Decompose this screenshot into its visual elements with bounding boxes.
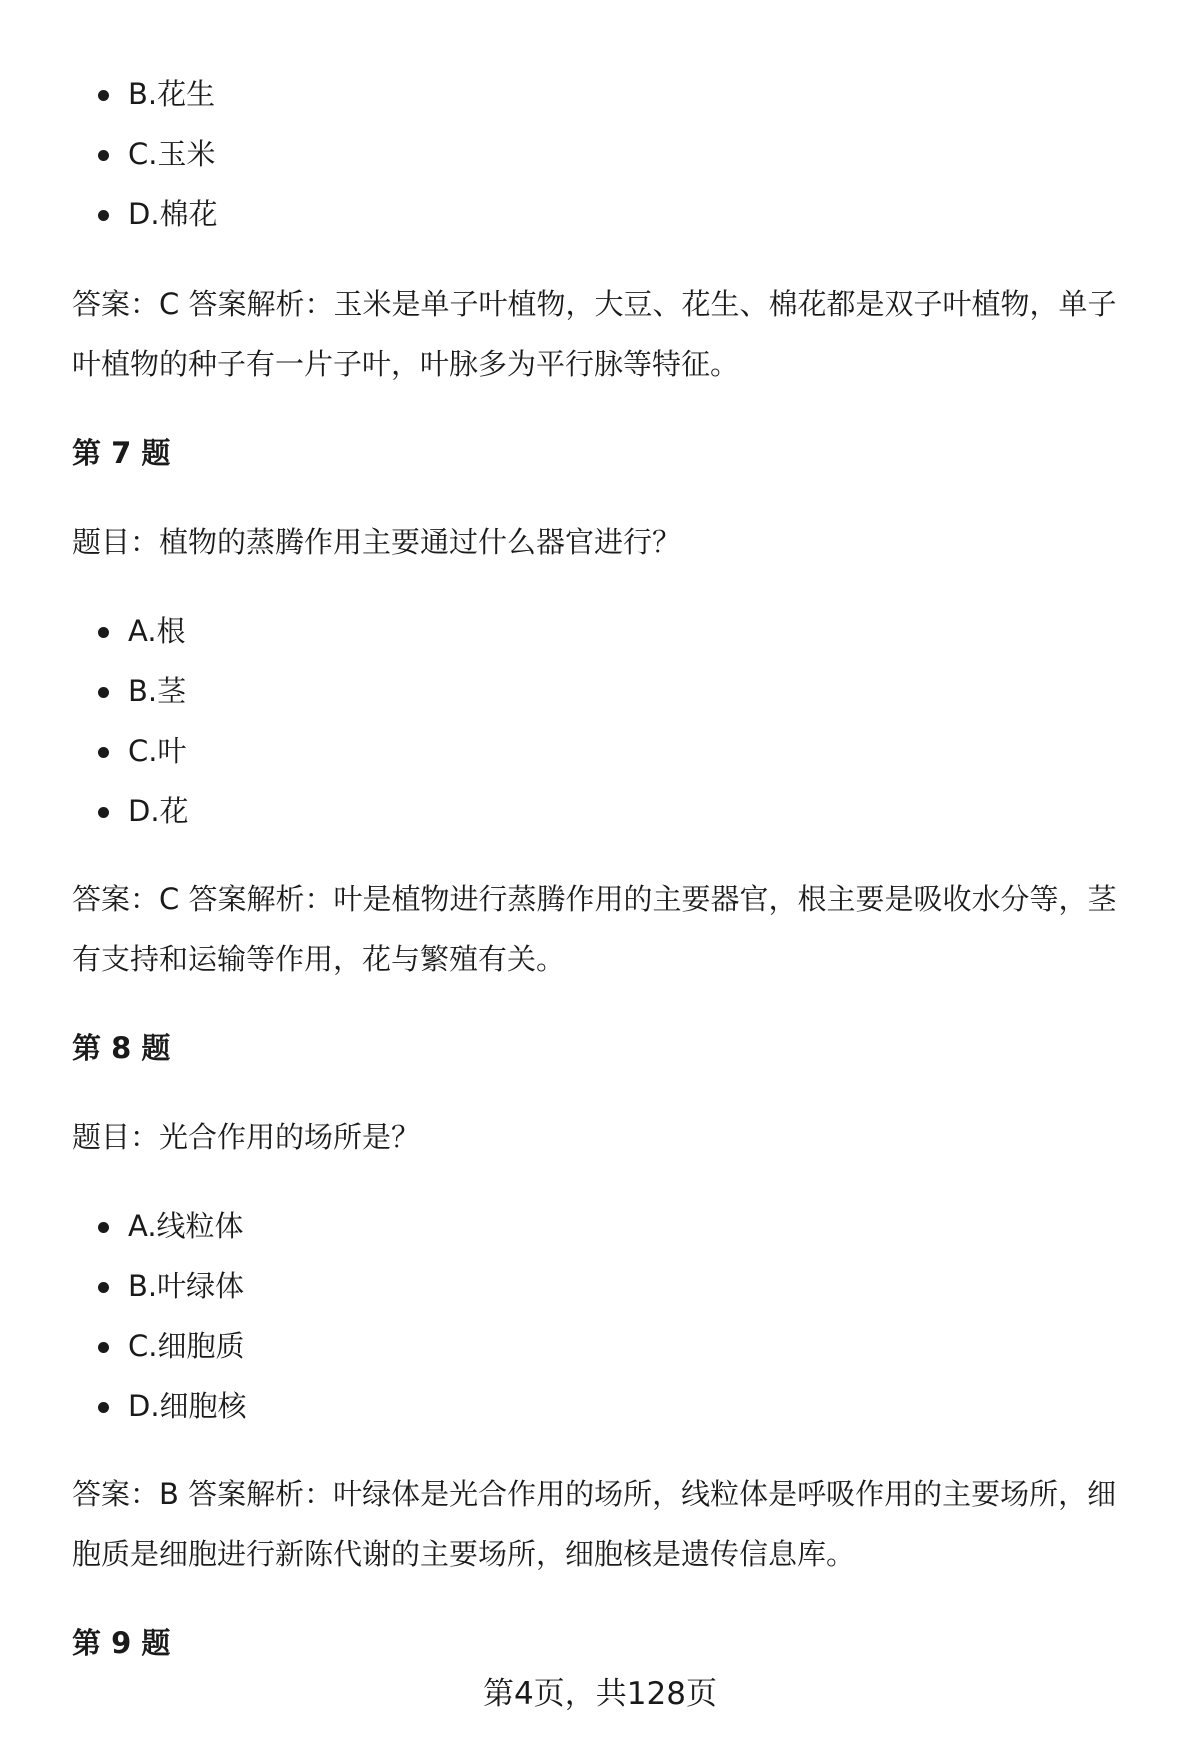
- option-item: B.茎: [0, 661, 1200, 721]
- question-7-text-block: [0, 512, 1200, 572]
- answer-text: 答案：B 答案解析：叶绿体是光合作用的场所，线粒体是呼吸作用的主要场所，细胞质是细胞进行新陈代谢的主要场所，细胞核是遗传信息库。: [72, 1477, 1117, 1571]
- question-text: 题目：光合作用的场所是？: [72, 1120, 421, 1154]
- prev-question-options: [0, 64, 1200, 244]
- bullet-icon: [98, 1222, 109, 1233]
- question-8-options-block: [0, 1196, 1200, 1436]
- option-item: B.花生: [0, 64, 1200, 124]
- option-item: C.细胞质: [0, 1316, 1200, 1376]
- option-item: D.细胞核: [0, 1376, 1200, 1436]
- bullet-icon: [98, 687, 109, 698]
- option-item: D.棉花: [0, 184, 1200, 244]
- bullet-icon: [98, 627, 109, 638]
- question-heading: 第 7 题: [72, 436, 171, 470]
- answer-text: 答案：C 答案解析：叶是植物进行蒸腾作用的主要器官，根主要是吸收水分等，茎有支持和运输等作用，花与繁殖有关。: [72, 882, 1117, 976]
- page-footer: 第4页，共128页: [483, 1676, 717, 1712]
- question-options: [0, 1196, 1200, 1436]
- bullet-icon: [98, 90, 109, 101]
- bullet-icon: [98, 1402, 109, 1413]
- question-text: 题目：植物的蒸腾作用主要通过什么器官进行？: [72, 525, 682, 559]
- question-heading: 第 9 题: [72, 1626, 171, 1660]
- option-item: A.根: [0, 601, 1200, 661]
- option-item: A.线粒体: [0, 1196, 1200, 1256]
- question-heading: 第 8 题: [72, 1031, 171, 1065]
- bullet-icon: [98, 1342, 109, 1353]
- question-7-options-block: [0, 601, 1200, 841]
- prev-question-options-block: [0, 64, 1200, 244]
- prev-question-answer-block: [0, 274, 1200, 394]
- option-item: C.玉米: [0, 124, 1200, 184]
- question-8-text-block: [0, 1107, 1200, 1167]
- question-8-answer-block: [0, 1464, 1200, 1584]
- bullet-icon: [98, 210, 109, 221]
- question-7-heading-block: [0, 423, 1200, 483]
- bullet-icon: [98, 150, 109, 161]
- bullet-icon: [98, 747, 109, 758]
- question-7-answer-block: [0, 869, 1200, 989]
- option-item: C.叶: [0, 721, 1200, 781]
- answer-text: 答案：C 答案解析：玉米是单子叶植物，大豆、花生、棉花都是双子叶植物，单子叶植物的种子有一片子叶，叶脉多为平行脉等特征。: [72, 287, 1117, 381]
- bullet-icon: [98, 807, 109, 818]
- question-options: [0, 601, 1200, 841]
- question-8-heading-block: [0, 1018, 1200, 1078]
- option-item: D.花: [0, 781, 1200, 841]
- bullet-icon: [98, 1282, 109, 1293]
- option-item: B.叶绿体: [0, 1256, 1200, 1316]
